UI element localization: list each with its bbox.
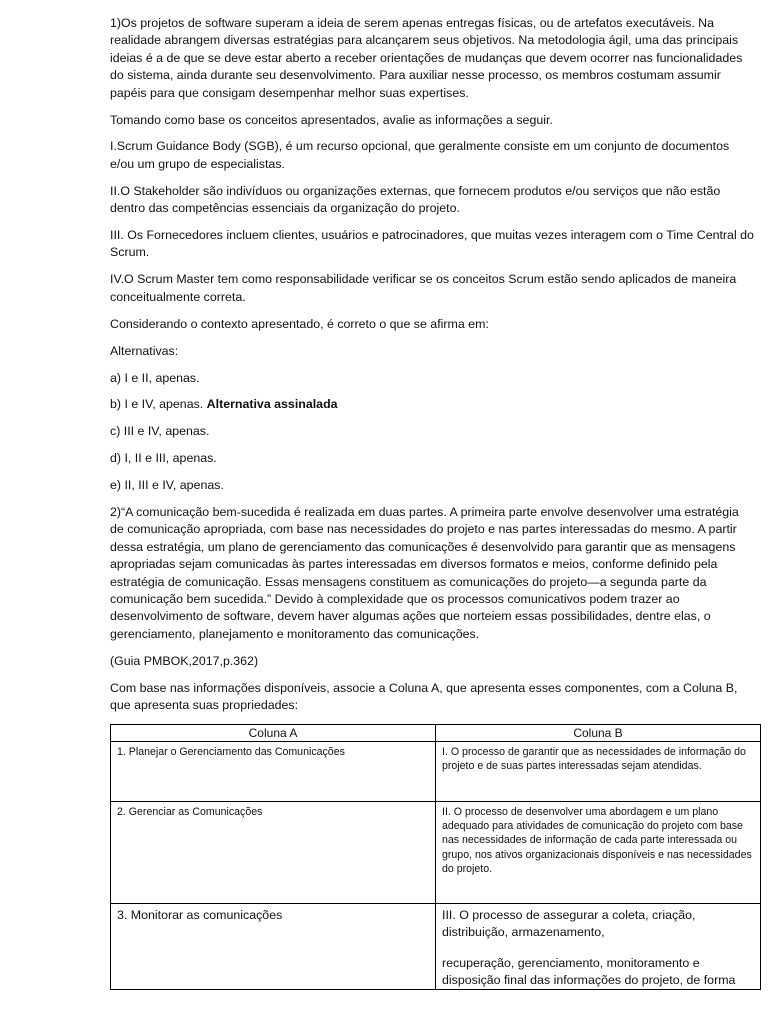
alternative-e [110, 477, 755, 494]
table-row [111, 802, 761, 904]
column-b-cell: II. O processo de desenvolver uma abordagem e um plano adequado para atividades de comunicação do projeto com base nas necessidades de informação de cada parte interessada ou grupo, nos ativos organizacionais disponíveis e nas necessidades do projeto. [436, 802, 761, 904]
document-content [110, 15, 755, 990]
q2-intro: 2)“A comunicação bem-sucedida é realizada em duas partes. A primeira parte envolve desenvolver uma estratégia de comunicação apropriada, com base nas necessidades do projeto e nas partes interessadas do mesmo. A partir dessa estratégia, um plano de gerenciamento das comunicações é desenvolvido para garantir que as mensagens apropriadas sejam comunicadas às partes interessadas em diversos formatos e meios, conforme definido pela estratégia de comunicação. Essas mensagens constituem as comunicações do projeto—a segunda parte da comunicação bem sucedida.” Devido à complexidade que os processos comunicativos podem trazer ao desenvolvimento de software, devem haver algumas ações que norteiem essas possibilidades, dentre elas, o gerenciamento, planejamento e monitoramento das comunicações. [110, 505, 739, 641]
q1-item-1: I.Scrum Guidance Body (SGB), é um recurso opcional, que geralmente consiste em um conjunto de documentos e/ou um grupo de especialistas. [110, 139, 730, 171]
table-header-row [111, 725, 761, 742]
alternative-text: e) II, III e IV, apenas. [110, 478, 224, 493]
q1-item-3: III. Os Fornecedores incluem clientes, usuários e patrocinadores, que muitas vezes interagem com o Time Central do Scrum. [110, 228, 754, 260]
q1-question: Considerando o contexto apresentado, é correto o que se afirma em: [110, 316, 489, 331]
table-row [111, 904, 761, 990]
column-a-cell: 2. Gerenciar as Comunicações [111, 802, 436, 904]
column-a-cell: 3. Monitorar as comunicações [111, 904, 436, 990]
q1-item-2: II.O Stakeholder são indivíduos ou organizações externas, que fornecem produtos e/ou serviços que não estão dentro das competências essenciais da organização do projeto. [110, 183, 721, 216]
column-b-cell-part-1: III. O processo de assegurar a coleta, criação, distribuição, armazenamento, [442, 908, 696, 939]
table-row [111, 742, 761, 802]
alternative-text: b) I e IV, apenas. [110, 397, 207, 412]
alternative-b [110, 396, 755, 413]
column-b-cell-part-2: recuperação, gerenciamento, monitoramento e disposição final das informações do projeto, de forma [442, 956, 736, 987]
alternative-text: d) I, II e III, apenas. [110, 451, 217, 466]
column-b-header: Coluna B [436, 725, 761, 742]
alternative-d [110, 450, 755, 467]
alternative-text: c) III e IV, apenas. [110, 424, 210, 439]
alternative-text: a) I e II, apenas. [110, 370, 200, 385]
paragraph-gap [442, 941, 754, 955]
q1-intro: 1)Os projetos de software superam a ideia de serem apenas entregas físicas, ou de artefatos executáveis. Na realidade abrangem diversas estratégias para alcançarem seus objetivos. Na metodologia ágil, uma das principais ideias é a de que se deve estar aberto a receber orientações de mudanças que devem ocorrer nas funcionalidades do sistema, ainda durante seu desenvolvimento. Para auxiliar nesse processo, os membros costumam assumir papéis para que consigam desempenhar melhor suas expertises. [110, 16, 743, 100]
q1-prompt: Tomando como base os conceitos apresentados, avalie as informações a seguir. [110, 112, 553, 127]
column-a-cell: 1. Planejar o Gerenciamento das Comunicações [111, 742, 436, 802]
column-a-header: Coluna A [111, 725, 436, 742]
q2-source: (Guia PMBOK,2017,p.362) [110, 653, 259, 668]
alternative-c [110, 423, 755, 440]
q2-prompt: Com base nas informações disponíveis, associe a Coluna A, que apresenta esses componentes, com a Coluna B, que apresenta suas propriedades: [110, 680, 738, 713]
column-b-cell [436, 904, 761, 990]
association-table [110, 724, 761, 990]
q1-item-4: IV.O Scrum Master tem como responsabilidade verificar se os conceitos Scrum estão sendo aplicados de maneira conceitualmente correta. [110, 272, 737, 304]
alternatives-label: Alternativas: [110, 343, 179, 358]
alternative-a [110, 370, 755, 387]
column-b-cell: I. O processo de garantir que as necessidades de informação do projeto e de suas partes interessadas sejam atendidas. [436, 742, 761, 802]
selected-answer-marker: Alternativa assinalada [206, 397, 338, 412]
